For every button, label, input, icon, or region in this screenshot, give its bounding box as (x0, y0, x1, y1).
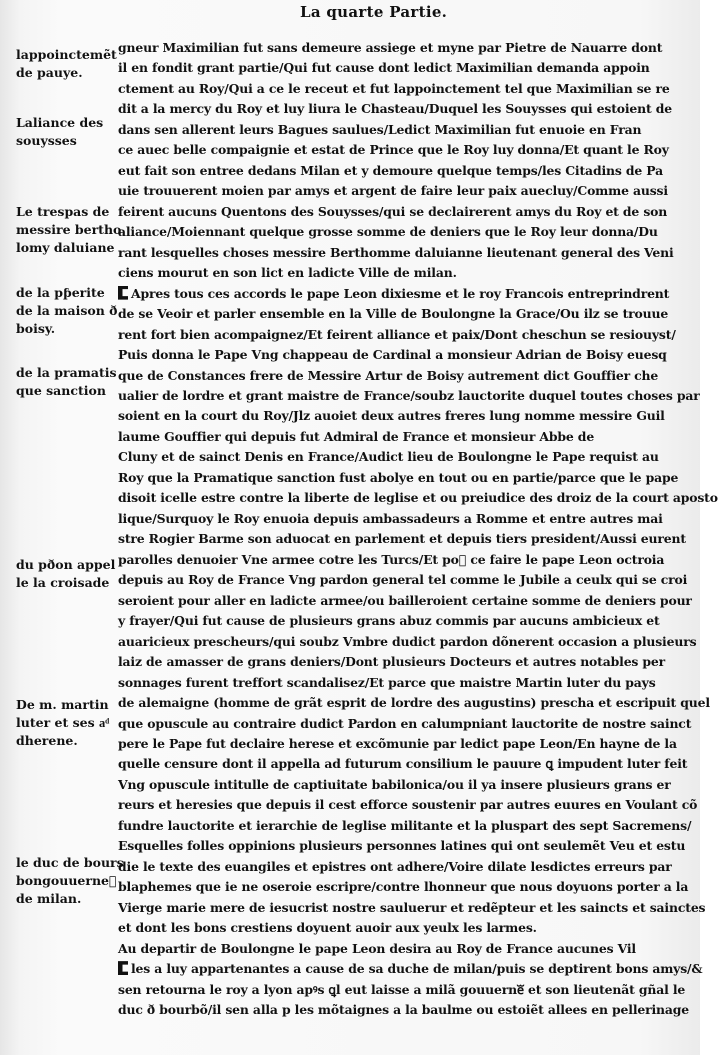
body-line-text: il en fondit grant partie/Qui fut cause dont ledict Maximilian demanda appoin (118, 60, 650, 76)
body-line-text: reurs et heresies que depuis il cest efforce soustenir par autres euures en Voulant cõ (118, 797, 698, 813)
margin-note-line: de la maison ð (16, 303, 118, 318)
body-line-text: depuis au Roy de France Vng pardon general tel comme le Jubile a ceulx qui se croi (118, 572, 688, 588)
body-line (118, 38, 663, 58)
body-line-text: die le texte des euangiles et epistres ont adhere/Voire dilate lesdictes erreurs par (118, 858, 672, 874)
body-line-text: Vng opuscule intitulle de captiuitate babilonica/ou il ya insere plusieurs grans er (118, 776, 671, 792)
body-line (118, 693, 710, 713)
body-line-text: sonnages furent treffort scandalisez/Et parce que maistre Martin luter du pays (118, 674, 656, 690)
margin-note-line: souysses (16, 133, 77, 148)
pilcrow-icon (118, 286, 128, 300)
margin-note-line: de la pramatis (16, 365, 117, 380)
body-line-text: dit a la mercy du Roy et luy liura le Chasteau/Duquel les Souysses qui estoient de (118, 101, 673, 117)
body-line (118, 468, 679, 488)
body-line (118, 120, 648, 140)
body-line-text: rent fort bien acompaignez/Et feirent alliance et paix/Dont cheschun se resiouyst/ (118, 326, 676, 342)
body-line (118, 222, 658, 242)
margin-note-line: lomy daluiane (16, 240, 115, 255)
margin-note-line: du pðon appel (16, 557, 116, 572)
margin-note-line: dherene. (16, 733, 78, 748)
body-line-text: blaphemes que ie ne oseroie escripre/contre lhonneur que nous doyuons porter a la (118, 879, 689, 895)
body-line-text: que de Constances frere de Messire Artur de Boisy autrement dict Gouffier che (118, 367, 659, 383)
margin-note-line: le la croisade (16, 575, 110, 590)
margin-note-line: lappoinctemẽt (16, 47, 117, 62)
margin-note-line: boisy. (16, 321, 56, 336)
body-line (118, 427, 648, 447)
body-line (118, 447, 659, 467)
body-line-text: aliance/Moiennant quelque grosse somme de deniers que le Roy leur donna/Du (118, 224, 658, 240)
body-line (118, 181, 668, 201)
body-line-text: soient en la court du Roy/Jlz auoiet deux autres freres lung nomme messire Guil (118, 408, 665, 424)
margin-note-line: de pauye. (16, 65, 83, 80)
body-line (118, 918, 648, 938)
margin-note-line: luter et ses aͩ (16, 715, 110, 730)
body-line (118, 366, 659, 386)
body-line (118, 529, 686, 549)
margin-note-line: de la pƥerite (16, 285, 105, 300)
body-line-text: de se Veoir et parler ensemble en la Ville de Boulongne la Grace/Ou ilz se trouue (118, 306, 669, 322)
body-line-text: seroient pour aller en ladicte armee/ou bailleroient certaine somme de deniers pour (118, 592, 692, 608)
body-line-text: gneur Maximilian fut sans demeure assiege et myne par Pietre de Nauarre dont (118, 40, 663, 55)
body-line (118, 980, 686, 1000)
body-line (118, 734, 677, 754)
body-line-text: fundre lauctorite et ierarchie de leglise militante et la pluspart des sept Sacremens/ (118, 817, 692, 833)
body-line (118, 325, 676, 345)
pilcrow-icon (118, 961, 128, 975)
body-line (118, 263, 648, 283)
body-line-text: de alemaigne (homme de grãt esprit de lordre des augustins) prescha et escripuit quel (118, 695, 710, 711)
body-line-text: duc ð bourbõ/il sen alla p les mõtaignes a la baulme ou estoiẽt allees en pellerinage (118, 1002, 690, 1018)
body-line-text: uie trouuerent moien par amys et argent de faire leur paix auecluy/Comme aussi (118, 183, 668, 199)
margin-note-line: Le trespas de (16, 204, 110, 219)
body-line-text: feirent aucuns Quentons des Souysses/qui se declairerent amys du Roy et de son (118, 203, 668, 219)
body-line (118, 836, 686, 856)
body-line (118, 775, 671, 795)
body-line-text: Apres tous ces accords le pape Leon dixiesme et le roy Francois entreprindrent (131, 285, 670, 301)
body-line (118, 570, 688, 590)
body-line-text: parolles denuoier Vne armee cotre les Turcs/Et poᷓ ce faire le pape Leon octroia (118, 551, 665, 567)
body-line-text: lique/Surquoy le Roy enuoia depuis ambassadeurs a Romme et entre autres mai (118, 510, 663, 526)
body-line-text: pere le Pape fut declaire herese et excõmunie par ledict pape Leon/En hayne de la (118, 735, 677, 751)
body-line-text: Cluny et de sainct Denis en France/Audict lieu de Boulongne le Pape requist au (118, 449, 659, 465)
body-line-text: Vierge marie mere de iesucrist nostre sauluerur et redẽpteur et les saincts et sainctes (118, 899, 706, 915)
body-line-text: Esquelles folles oppinions plusieurs personnes latines qui ont seulemẽt Veu et estu (118, 838, 686, 854)
body-line-text: auaricieux prescheurs/qui soubz Vmbre dudict pardon dõnerent occasion a plusieurs (118, 633, 697, 649)
body-line (118, 754, 688, 774)
page-header: La quarte Partie. (300, 3, 448, 21)
body-line-text: Au departir de Boulongne le pape Leon desira au Roy de France aucunes Vil (118, 940, 636, 956)
body-line-text: et dont les bons crestiens doyuent auoir aux yeulx les larmes. (118, 920, 537, 936)
body-line-text: Roy que la Pramatique sanction fust abolye en tout ou en partie/parce que le pape (118, 469, 679, 485)
body-line (118, 550, 665, 570)
body-line (118, 1000, 690, 1020)
body-line (118, 140, 669, 160)
margin-note-line: bongouuerneᷓ (16, 873, 117, 888)
body-line (118, 509, 663, 529)
body-line (118, 161, 663, 181)
body-line (118, 632, 697, 652)
body-line (118, 202, 668, 222)
body-line (118, 304, 669, 324)
body-line (118, 488, 718, 508)
body-line (118, 243, 674, 263)
body-line (118, 99, 673, 119)
body-line (118, 591, 692, 611)
body-line (118, 58, 648, 78)
body-line-text: sen retourna le roy a lyon apꝰs ꝗl eut laisse a milã gouuerneᷓ et son lieutenãt gñal le (118, 981, 686, 997)
margin-note-line: De m. martin (16, 697, 109, 712)
margin-note-line: de milan. (16, 891, 82, 906)
body-line-text: eut fait son entree dedans Milan et y demoure quelque temps/les Citadins de Pa (118, 162, 663, 178)
body-line (118, 857, 672, 877)
body-line (118, 898, 706, 918)
body-line-text: Puis donna le Pape Vng chappeau de Cardinal a monsieur Adrian de Boisy euesq (118, 347, 667, 363)
body-line (118, 652, 666, 672)
margin-note-line: le duc de bours (16, 855, 124, 870)
body-line (118, 939, 648, 959)
body-line (118, 795, 698, 815)
margin-note-line: Laliance des (16, 115, 104, 130)
body-line (118, 877, 689, 897)
body-line-text: y frayer/Qui fut cause de plusieurs grans abuz commis par aucuns ambicieux et (118, 613, 660, 629)
body-line-text: laiz de amasser de grans deniers/Dont plusieurs Docteurs et autres notables per (118, 654, 666, 670)
body-line-text: quelle censure dont il appella ad futurum consilium le pauure ꝗ impudent luter feit (118, 756, 688, 772)
body-line (118, 714, 692, 734)
margin-note-line: que sanction (16, 383, 106, 398)
body-line-text: ce auec belle compaignie et estat de Prince que le Roy luy donna/Et quant le Roy (118, 142, 669, 158)
body-line (118, 673, 656, 693)
body-line-text: ciens mourut en son lict en ladicte Ville de milan. (118, 265, 457, 281)
body-line (118, 79, 670, 99)
body-line (118, 959, 703, 979)
body-line (118, 386, 700, 406)
body-line-text: rant lesquelles choses messire Berthomme daluianne lieutenant general des Veni (118, 244, 674, 260)
body-line-text: dans sen allerent leurs Bagues saulues/Ledict Maximilian fut enuoie en Fran (118, 121, 642, 137)
body-line (118, 816, 692, 836)
body-line-text: stre Rogier Barme son aduocat en parlement et depuis tiers president/Aussi eurent (118, 531, 686, 547)
body-line-text: que opuscule au contraire dudict Pardon en calumpniant lauctorite de nostre sainct (118, 715, 692, 731)
body-line (118, 611, 660, 631)
body-line-text: ualier de lordre et grant maistre de France/soubz lauctorite duquel toutes choses par (118, 387, 700, 403)
body-line-text: laume Gouffier qui depuis fut Admiral de France et monsieur Abbe de (118, 428, 595, 444)
body-line (118, 406, 665, 426)
margin-note-line: messire bertho (16, 222, 122, 237)
body-line-text: ctement au Roy/Qui a ce le receut et fut lappoinctement tel que Maximilian se re (118, 80, 670, 96)
body-line (118, 284, 670, 304)
body-line (118, 345, 667, 365)
body-line-text: les a luy appartenantes a cause de sa duche de milan/puis se deptirent bons amys/& (131, 961, 703, 977)
body-line-text: disoit icelle estre contre la liberte de leglise et ou preiudice des droiz de la court aposto (118, 490, 718, 506)
